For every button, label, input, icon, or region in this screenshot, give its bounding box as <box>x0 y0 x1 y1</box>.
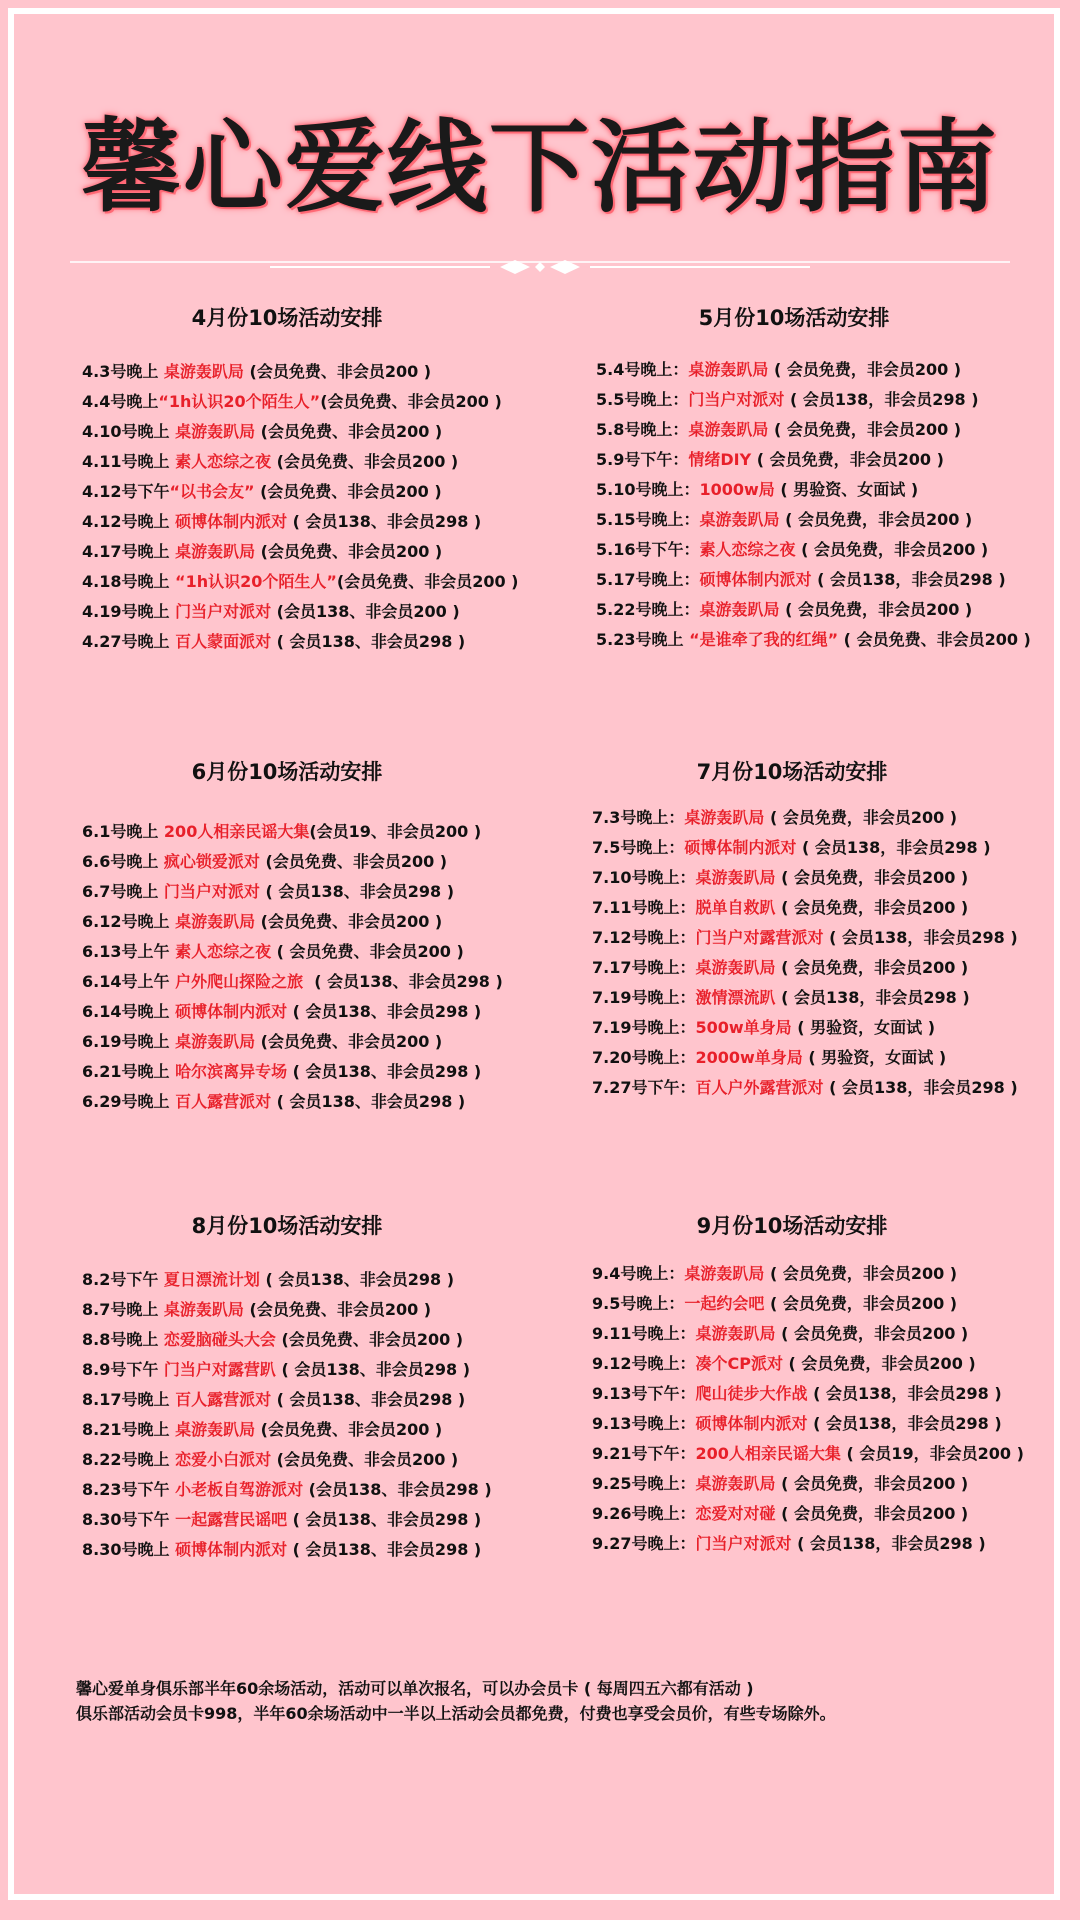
event-item <box>82 854 503 884</box>
event-item <box>592 1506 1024 1536</box>
event-name: 200人相亲民谣大集 <box>695 1444 841 1463</box>
event-item <box>82 1362 492 1392</box>
event-price: ( 会员138、非会员298 ) <box>287 1540 482 1559</box>
event-name: 桌游轰趴局 <box>699 510 780 529</box>
month-section <box>596 302 1031 662</box>
event-date: 5.15号晚上： <box>596 510 700 529</box>
event-price: (会员免费、非会员200 ) <box>320 392 502 411</box>
event-name: 门当户对派对 <box>695 1534 792 1553</box>
event-date: 6.6号晚上 <box>82 852 164 871</box>
event-item <box>592 900 1018 930</box>
event-price: (会员免费、非会员200 ) <box>255 1032 443 1051</box>
event-item <box>596 362 1031 392</box>
event-item <box>82 884 503 914</box>
month-section <box>592 1210 1024 1570</box>
event-price: (会员138、非会员298 ) <box>303 1480 492 1499</box>
event-name: 500w单身局 <box>695 1018 792 1037</box>
event-date: 5.17号晚上： <box>596 570 700 589</box>
event-price: ( 会员免费，非会员200 ) <box>764 808 958 827</box>
event-price: ( 会员免费，非会员200 ) <box>775 1474 969 1493</box>
event-list <box>596 362 1031 662</box>
event-name: 桌游轰趴局 <box>684 1264 765 1283</box>
event-item <box>592 1386 1024 1416</box>
event-item <box>82 424 519 454</box>
event-date: 6.1号晚上 <box>82 822 164 841</box>
event-date: 8.17号晚上 <box>82 1390 176 1409</box>
event-name: 一起约会吧 <box>684 1294 765 1313</box>
event-price: (会员免费、非会员200 ) <box>336 572 519 591</box>
event-price: ( 会员138，非会员298 ) <box>775 988 970 1007</box>
event-item <box>592 1266 1024 1296</box>
month-section <box>82 756 503 1116</box>
event-date: 4.17号晚上 <box>82 542 176 561</box>
event-name: 户外爬山探险之旅 <box>175 972 304 991</box>
event-date: 8.8号晚上 <box>82 1330 164 1349</box>
event-date: 8.30号下午 <box>82 1510 176 1529</box>
event-name: 素人恋综之夜 <box>175 452 272 471</box>
event-item <box>82 1034 503 1064</box>
event-item <box>592 1020 1018 1050</box>
event-date: 7.17号晚上： <box>592 958 696 977</box>
event-price: ( 会员138、非会员298 ) <box>259 882 455 901</box>
event-name: 爬山徒步大作战 <box>695 1384 808 1403</box>
event-date: 6.21号晚上 <box>82 1062 176 1081</box>
event-price: ( 会员138，非会员298 ) <box>784 390 979 409</box>
event-date: 8.22号晚上 <box>82 1450 176 1469</box>
event-price: ( 会员138，非会员298 ) <box>791 1534 986 1553</box>
event-name: 百人露营派对 <box>175 1092 272 1111</box>
event-date: 5.5号晚上： <box>596 390 689 409</box>
event-date: 9.25号晚上： <box>592 1474 696 1493</box>
event-price: ( 会员免费，非会员200 ) <box>775 898 969 917</box>
event-date: 6.7号晚上 <box>82 882 164 901</box>
event-name: 2000w单身局 <box>695 1048 803 1067</box>
event-item <box>592 1296 1024 1326</box>
event-price: (会员免费、非会员200 ) <box>271 452 459 471</box>
event-item <box>592 930 1018 960</box>
event-list <box>592 810 1018 1110</box>
event-name: 门当户对派对 <box>163 882 260 901</box>
event-name: 门当户对派对 <box>688 390 785 409</box>
event-price: ( 会员138，非会员298 ) <box>811 570 1006 589</box>
event-item <box>82 574 519 604</box>
event-date: 6.19号晚上 <box>82 1032 176 1051</box>
event-list <box>82 364 519 664</box>
event-price: ( 男验资，女面试 ) <box>791 1018 936 1037</box>
event-item <box>596 512 1031 542</box>
event-price: ( 会员138，非会员298 ) <box>807 1414 1002 1433</box>
event-name: 恋爱对对碰 <box>695 1504 776 1523</box>
event-price: (会员138、非会员200 ) <box>271 602 460 621</box>
event-name: 桌游轰趴局 <box>175 422 256 441</box>
section-heading: 8月份10场活动安排 <box>191 1214 383 1238</box>
footer-line-2: 俱乐部活动会员卡998，半年60余场活动中一半以上活动会员都免费，付费也享受会员价，有些专场除外。 <box>76 1704 836 1723</box>
event-item <box>82 514 519 544</box>
event-price: ( 男验资、女面试 ) <box>774 480 919 499</box>
event-date: 7.10号晚上： <box>592 868 696 887</box>
event-price: ( 会员免费，非会员200 ) <box>779 600 973 619</box>
event-date: 9.4号晚上： <box>592 1264 685 1283</box>
event-name: 疯心锁爱派对 <box>163 852 260 871</box>
event-price: ( 会员138、非会员298 ) <box>259 1270 455 1289</box>
event-name: 百人户外露营派对 <box>695 1078 824 1097</box>
event-name: 桌游轰趴局 <box>688 360 769 379</box>
event-item <box>82 1512 492 1542</box>
event-date: 4.19号晚上 <box>82 602 176 621</box>
event-price: ( 会员免费，非会员200 ) <box>775 958 969 977</box>
event-item <box>592 1416 1024 1446</box>
event-name: “以书会友” <box>169 482 255 501</box>
event-item <box>82 1482 492 1512</box>
event-date: 8.7号晚上 <box>82 1300 164 1319</box>
event-item <box>592 1080 1018 1110</box>
event-price: (会员免费、非会员200 ) <box>271 1450 459 1469</box>
event-item <box>592 1326 1024 1356</box>
event-name: 门当户对露营趴 <box>163 1360 276 1379</box>
event-price: (会员免费、非会员200 ) <box>255 912 443 931</box>
event-date: 8.30号晚上 <box>82 1540 176 1559</box>
event-item <box>82 1004 503 1034</box>
event-item <box>82 544 519 574</box>
month-section <box>82 302 519 662</box>
event-date: 9.12号晚上： <box>592 1354 696 1373</box>
event-name: 桌游轰趴局 <box>695 1324 776 1343</box>
event-date: 6.14号上午 <box>82 972 176 991</box>
event-date: 9.13号晚上： <box>592 1414 696 1433</box>
event-date: 7.19号晚上： <box>592 1018 696 1037</box>
event-name: 1000w局 <box>699 480 775 499</box>
event-item <box>592 840 1018 870</box>
page-title: 馨心爱线下活动指南 <box>81 109 999 226</box>
month-section <box>82 1210 492 1570</box>
event-item <box>82 1272 492 1302</box>
event-item <box>82 1542 492 1572</box>
event-name: 硕博体制内派对 <box>175 1540 288 1559</box>
section-heading: 9月份10场活动安排 <box>696 1214 888 1238</box>
event-price: ( 会员免费，非会员200 ) <box>751 450 944 469</box>
event-item <box>82 1392 492 1422</box>
event-item <box>82 1452 492 1482</box>
event-item <box>592 960 1018 990</box>
event-item <box>82 364 519 394</box>
event-item <box>596 602 1031 632</box>
event-date: 4.12号晚上 <box>82 512 176 531</box>
event-item <box>596 542 1031 572</box>
event-name: 百人露营派对 <box>175 1390 272 1409</box>
event-price: ( 会员免费、非会员200 ) <box>838 630 1031 649</box>
event-date: 7.20号晚上： <box>592 1048 696 1067</box>
event-name: 一起露营民谣吧 <box>175 1510 288 1529</box>
event-list <box>82 1272 492 1572</box>
event-date: 6.14号晚上 <box>82 1002 176 1021</box>
event-price: (会员免费、非会员200 ) <box>243 362 432 381</box>
event-price: ( 会员138、非会员298 ) <box>271 1092 466 1111</box>
event-price: ( 会员免费，非会员200 ) <box>764 1264 958 1283</box>
event-name: 硕博体制内派对 <box>699 570 812 589</box>
event-name: 夏日漂流计划 <box>163 1270 260 1289</box>
section-heading: 6月份10场活动安排 <box>191 760 383 784</box>
event-name: 桌游轰趴局 <box>695 868 776 887</box>
event-price: ( 会员138、非会员298 ) <box>271 1390 466 1409</box>
event-price: ( 会员免费，非会员200 ) <box>775 1324 969 1343</box>
event-list <box>82 824 503 1124</box>
event-date: 7.27号下午： <box>592 1078 696 1097</box>
decorative-divider <box>70 256 1010 276</box>
event-price: (会员免费、非会员200 ) <box>254 482 442 501</box>
event-price: ( 会员免费、非会员200 ) <box>271 942 464 961</box>
event-name: 桌游轰趴局 <box>699 600 780 619</box>
event-price: ( 会员138、非会员298 ) <box>287 1002 482 1021</box>
event-price: ( 会员138、非会员298 ) <box>271 632 466 651</box>
event-date: 9.27号晚上： <box>592 1534 696 1553</box>
footer-note <box>76 1676 836 1726</box>
event-name: 桌游轰趴局 <box>163 1300 244 1319</box>
event-name: 素人恋综之夜 <box>699 540 796 559</box>
event-date: 7.3号晚上： <box>592 808 685 827</box>
event-name: “是谁牵了我的红绳” <box>689 630 839 649</box>
event-date: 4.4号晚上 <box>82 392 159 411</box>
section-heading: 5月份10场活动安排 <box>698 306 890 330</box>
event-price: ( 会员免费，非会员200 ) <box>782 1354 976 1373</box>
event-name: 桌游轰趴局 <box>175 1420 256 1439</box>
event-name: 200人相亲民谣大集 <box>163 822 310 841</box>
event-date: 4.11号晚上 <box>82 452 176 471</box>
event-item <box>82 604 519 634</box>
event-date: 6.13号上午 <box>82 942 176 961</box>
event-item <box>596 452 1031 482</box>
event-date: 8.23号下午 <box>82 1480 176 1499</box>
event-date: 8.9号下午 <box>82 1360 164 1379</box>
event-item <box>82 1422 492 1452</box>
event-date: 5.9号下午： <box>596 450 689 469</box>
event-item <box>592 990 1018 1020</box>
event-price: ( 会员免费，非会员200 ) <box>795 540 989 559</box>
event-date: 7.12号晚上： <box>592 928 696 947</box>
event-date: 9.26号晚上： <box>592 1504 696 1523</box>
event-price: ( 会员138、非会员298 ) <box>303 972 503 991</box>
event-item <box>592 870 1018 900</box>
event-item <box>82 1094 503 1124</box>
event-price: (会员免费、非会员200 ) <box>275 1330 464 1349</box>
event-name: 激情漂流趴 <box>695 988 776 1007</box>
event-date: 9.11号晚上： <box>592 1324 696 1343</box>
event-item <box>82 1064 503 1094</box>
event-price: (会员免费、非会员200 ) <box>255 422 443 441</box>
event-price: ( 会员138，非会员298 ) <box>823 1078 1018 1097</box>
event-name: 桌游轰趴局 <box>695 958 776 977</box>
event-price: (会员免费、非会员200 ) <box>255 1420 443 1439</box>
event-price: (会员免费、非会员200 ) <box>255 542 443 561</box>
event-name: 脱单自救趴 <box>695 898 776 917</box>
event-item <box>592 1446 1024 1476</box>
event-price: (会员免费、非会员200 ) <box>259 852 448 871</box>
event-item <box>82 484 519 514</box>
event-date: 5.22号晚上： <box>596 600 700 619</box>
event-price: ( 会员138、非会员298 ) <box>275 1360 471 1379</box>
event-price: ( 会员19，非会员200 ) <box>840 1444 1024 1463</box>
event-name: 情绪DIY <box>688 450 752 469</box>
event-price: ( 会员138，非会员298 ) <box>796 838 991 857</box>
event-item <box>82 824 503 854</box>
event-date: 7.19号晚上： <box>592 988 696 1007</box>
event-item <box>82 634 519 664</box>
event-date: 9.5号晚上： <box>592 1294 685 1313</box>
event-price: ( 会员免费，非会员200 ) <box>768 420 962 439</box>
event-item <box>82 944 503 974</box>
event-price: ( 会员免费，非会员200 ) <box>775 868 969 887</box>
event-item <box>592 1476 1024 1506</box>
event-date: 4.10号晚上 <box>82 422 176 441</box>
event-name: 桌游轰趴局 <box>688 420 769 439</box>
event-date: 5.4号晚上： <box>596 360 689 379</box>
event-name: “1h认识20个陌生人” <box>169 572 337 591</box>
event-name: “1h认识20个陌生人” <box>158 392 321 411</box>
event-price: ( 会员免费，非会员200 ) <box>775 1504 969 1523</box>
event-price: ( 会员138，非会员298 ) <box>807 1384 1002 1403</box>
event-item <box>596 572 1031 602</box>
event-item <box>592 810 1018 840</box>
event-item <box>592 1050 1018 1080</box>
event-item <box>596 422 1031 452</box>
event-price: (会员免费、非会员200 ) <box>243 1300 432 1319</box>
event-item <box>596 482 1031 512</box>
event-name: 桌游轰趴局 <box>163 362 244 381</box>
section-heading: 4月份10场活动安排 <box>191 306 383 330</box>
event-date: 6.29号晚上 <box>82 1092 176 1111</box>
event-date: 8.2号下午 <box>82 1270 164 1289</box>
event-price: ( 会员138、非会员298 ) <box>287 1062 482 1081</box>
event-price: ( 会员免费，非会员200 ) <box>764 1294 958 1313</box>
event-name: 桌游轰趴局 <box>175 542 256 561</box>
event-date: 5.8号晚上： <box>596 420 689 439</box>
event-name: 百人蒙面派对 <box>175 632 272 651</box>
event-item <box>82 914 503 944</box>
event-list <box>592 1266 1024 1566</box>
event-name: 小老板自驾游派对 <box>175 1480 304 1499</box>
event-date: 7.5号晚上： <box>592 838 685 857</box>
section-heading: 7月份10场活动安排 <box>696 760 888 784</box>
event-name: 桌游轰趴局 <box>175 912 256 931</box>
event-name: 桌游轰趴局 <box>695 1474 776 1493</box>
event-date: 5.23号晚上 <box>596 630 690 649</box>
event-price: ( 男验资，女面试 ) <box>802 1048 947 1067</box>
event-price: ( 会员138，非会员298 ) <box>823 928 1018 947</box>
event-name: 门当户对派对 <box>175 602 272 621</box>
month-section <box>592 756 1018 1116</box>
event-item <box>592 1536 1024 1566</box>
event-date: 4.27号晚上 <box>82 632 176 651</box>
event-name: 硕博体制内派对 <box>175 1002 288 1021</box>
event-name: 门当户对露营派对 <box>695 928 824 947</box>
event-item <box>596 632 1031 662</box>
event-date: 4.3号晚上 <box>82 362 164 381</box>
event-price: ( 会员免费，非会员200 ) <box>768 360 962 379</box>
event-date: 5.16号下午： <box>596 540 700 559</box>
event-item <box>82 454 519 484</box>
event-date: 8.21号晚上 <box>82 1420 176 1439</box>
event-name: 硕博体制内派对 <box>684 838 797 857</box>
event-name: 恋爱小白派对 <box>175 1450 272 1469</box>
event-name: 恋爱脑碰头大会 <box>163 1330 276 1349</box>
event-price: ( 会员138、非会员298 ) <box>287 1510 482 1529</box>
event-name: 桌游轰趴局 <box>684 808 765 827</box>
event-date: 6.12号晚上 <box>82 912 176 931</box>
event-date: 9.13号下午： <box>592 1384 696 1403</box>
event-date: 9.21号下午： <box>592 1444 696 1463</box>
event-item <box>596 392 1031 422</box>
event-price: (会员19、非会员200 ) <box>309 822 482 841</box>
event-name: 桌游轰趴局 <box>175 1032 256 1051</box>
event-date: 5.10号晚上： <box>596 480 700 499</box>
event-item <box>82 1332 492 1362</box>
event-date: 4.12号下午 <box>82 482 170 501</box>
event-item <box>82 974 503 1004</box>
footer-line-1: 馨心爱单身俱乐部半年60余场活动，活动可以单次报名，可以办会员卡 ( 每周四五六都有活动 ) <box>76 1679 754 1698</box>
event-price: ( 会员138、非会员298 ) <box>287 512 482 531</box>
event-date: 7.11号晚上： <box>592 898 696 917</box>
event-item <box>82 394 519 424</box>
event-name: 哈尔滨离异专场 <box>175 1062 288 1081</box>
event-name: 硕博体制内派对 <box>695 1414 808 1433</box>
event-item <box>592 1356 1024 1386</box>
event-item <box>82 1302 492 1332</box>
event-name: 硕博体制内派对 <box>175 512 288 531</box>
event-name: 素人恋综之夜 <box>175 942 272 961</box>
event-name: 凑个CP派对 <box>695 1354 783 1373</box>
event-price: ( 会员免费，非会员200 ) <box>779 510 973 529</box>
event-date: 4.18号晚上 <box>82 572 170 591</box>
